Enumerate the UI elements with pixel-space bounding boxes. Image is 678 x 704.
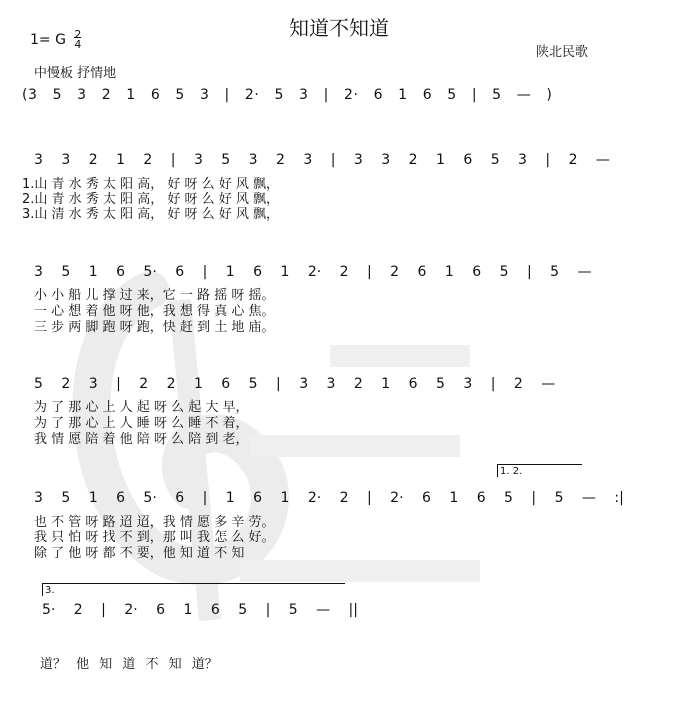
line4-verse1: 也 不 管 呀 路 迢 迢，我 情 愿 多 辛 劳。	[34, 515, 275, 530]
line1-verse1: 1.山 青 水 秀 太 阳 高， 好 呀 么 好 风 飘，	[22, 177, 279, 192]
line1-notes: 3 3 2 1 2 | 3 5 3 2 3 | 3 3 2 1 6 5 3 | 2 —	[34, 152, 610, 168]
song-origin: 陕北民歌	[536, 45, 589, 60]
line5-lyric: 道？ 他 知 道 不 知 道？	[40, 657, 218, 672]
line3-notes: 5 2 3 | 2 2 1 6 5 | 3 3 2 1 6 5 3 | 2 —	[34, 376, 556, 392]
line2-verse2: 一 心 想 着 他 呀 他，我 想 得 真 心 焦。	[34, 304, 275, 319]
line2-notes: 3 5 1 6 5· 6 | 1 6 1 2· 2 | 2 6 1 6 5 | 5 —	[34, 264, 592, 280]
line4-notes: 3 5 1 6 5· 6 | 1 6 1 2· 2 | 2· 6 1 6 5 | 5 — :|	[34, 490, 624, 506]
song-title: 知道不知道	[289, 16, 389, 40]
line1-verse3: 3.山 清 水 秀 太 阳 高， 好 呀 么 好 风 飘，	[22, 207, 279, 222]
line2-verse1: 小 小 船 儿 撑 过 来，它 一 路 摇 呀 摇。	[34, 288, 275, 303]
line4-verse3: 除 了 他 呀 都 不 要，他 知 道 不 知	[34, 546, 245, 561]
line5-notes: 5· 2 | 2· 6 1 6 5 | 5 — ||	[42, 602, 358, 618]
volta-1-2: 1. 2.	[497, 464, 582, 477]
intro-notes: (3 5 3 2 1 6 5 3 | 2· 5 3 | 2· 6 1 6 5 | 5 — )	[22, 87, 553, 103]
line2-verse3: 三 步 两 脚 跑 呀 跑，快 赶 到 土 地 庙。	[34, 320, 275, 335]
line3-verse1: 为 了 那 心 上 人 起 呀 么 起 大 早，	[34, 400, 249, 415]
key-signature: 1= G 2 4	[30, 28, 82, 51]
tempo-marking: 中慢板 抒情地	[34, 66, 117, 81]
line3-verse3: 我 情 愿 陪 着 他 陪 呀 么 陪 到 老，	[34, 432, 249, 447]
line3-verse2: 为 了 那 心 上 人 睡 呀 么 睡 不 着，	[34, 416, 249, 431]
volta-3: 3.	[42, 583, 345, 596]
line1-verse2: 2.山 青 水 秀 太 阳 高， 好 呀 么 好 风 飘，	[22, 192, 279, 207]
line4-verse2: 我 只 怕 呀 找 不 到，那 叫 我 怎 么 好。	[34, 530, 275, 545]
time-signature-bottom: 4	[74, 38, 82, 51]
time-signature-top: 2	[74, 28, 82, 41]
